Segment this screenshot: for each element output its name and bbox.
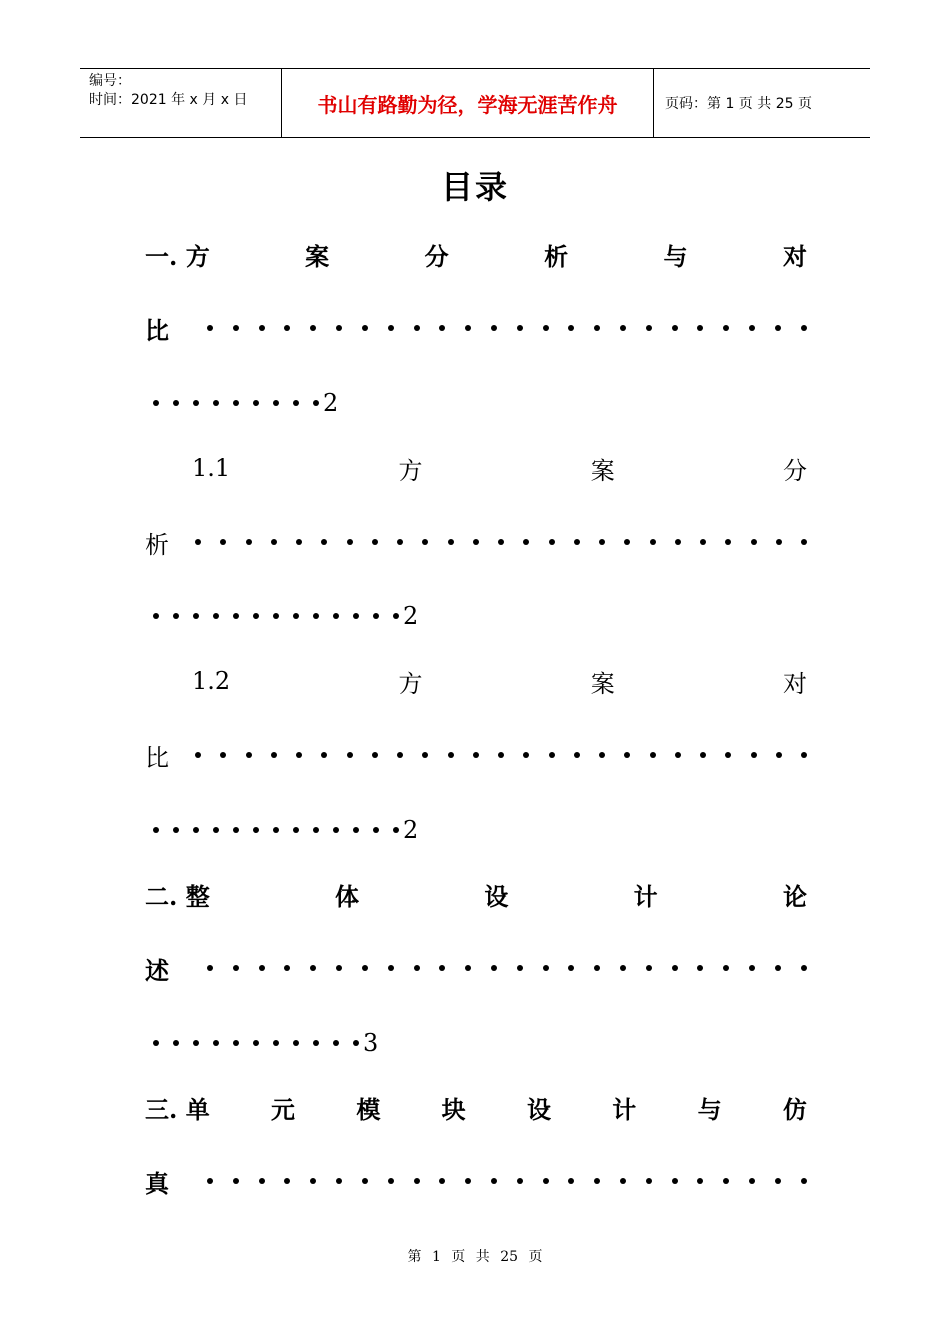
leader-dot: [362, 965, 368, 971]
leader-dot: [293, 1040, 299, 1046]
leader-dot: [373, 613, 379, 619]
leader-dot: [173, 400, 179, 406]
leader-dot: [347, 539, 353, 545]
leader-dot: [397, 752, 403, 758]
leader-dot: [296, 752, 302, 758]
leader-dot: [353, 827, 359, 833]
leader-dot: [439, 965, 445, 971]
leader-dot: [313, 1040, 319, 1046]
leader-dot: [749, 1178, 755, 1184]
leader-dot: [672, 965, 678, 971]
leader-dot: [153, 1040, 159, 1046]
leader-dot: [388, 965, 394, 971]
leader-dot: [465, 325, 471, 331]
leader-dot: [599, 752, 605, 758]
toc-page-number: 3: [363, 1029, 379, 1057]
leader-dot: [259, 1178, 265, 1184]
leader-dot: [448, 539, 454, 545]
toc-entry-3-line2[interactable]: [145, 1161, 807, 1201]
leader-dots: [195, 522, 807, 562]
leader-dot: [173, 613, 179, 619]
leader-dot: [333, 827, 339, 833]
toc-char: 分: [424, 241, 449, 271]
leader-dots: [207, 948, 807, 988]
leader-dot: [675, 539, 681, 545]
leader-dot: [801, 752, 807, 758]
leader-dot: [672, 325, 678, 331]
leader-dot: [549, 752, 555, 758]
toc-char: 设: [484, 881, 509, 911]
leader-dots: [153, 1040, 359, 1046]
leader-dot: [414, 1178, 420, 1184]
leader-dot: [213, 400, 219, 406]
leader-dot: [568, 1178, 574, 1184]
toc-char: 分: [782, 456, 807, 485]
toc-char: 析: [544, 241, 569, 271]
toc-char: 一. 方: [145, 241, 210, 271]
leader-dot: [284, 1178, 290, 1184]
leader-dot: [498, 539, 504, 545]
toc-char: 析: [145, 530, 169, 559]
leader-dot: [153, 400, 159, 406]
leader-dot: [650, 539, 656, 545]
leader-dot: [271, 539, 277, 545]
leader-dot: [259, 965, 265, 971]
leader-dot: [776, 539, 782, 545]
toc-char: 方: [398, 456, 423, 485]
leader-dot: [801, 325, 807, 331]
leader-dot: [233, 827, 239, 833]
toc-page-number: 2: [323, 389, 339, 417]
leader-dot: [353, 1040, 359, 1046]
leader-dot: [220, 539, 226, 545]
toc-char: 与: [697, 1094, 722, 1124]
toc-char: 对: [782, 669, 807, 698]
leader-dot: [388, 325, 394, 331]
leader-dot: [372, 539, 378, 545]
leader-dot: [233, 1040, 239, 1046]
leader-dot: [195, 539, 201, 545]
leader-dot: [543, 1178, 549, 1184]
toc-char: 案: [590, 669, 615, 698]
leader-dot: [594, 1178, 600, 1184]
leader-dot: [233, 400, 239, 406]
toc-entry-1-2-line3[interactable]: [145, 810, 807, 850]
leader-dots: [207, 1161, 807, 1201]
leader-dot: [373, 827, 379, 833]
leader-dot: [700, 752, 706, 758]
leader-dot: [574, 539, 580, 545]
leader-dot: [313, 613, 319, 619]
toc-char: 块: [441, 1094, 466, 1124]
leader-dot: [296, 539, 302, 545]
leader-dot: [253, 827, 259, 833]
page-footer: 第 1 页 共 25 页: [407, 1249, 543, 1265]
leader-dot: [213, 1040, 219, 1046]
leader-dot: [414, 965, 420, 971]
toc-entry-3-line1[interactable]: [145, 1087, 807, 1127]
page-title: 目录: [440, 168, 509, 206]
leader-dot: [599, 539, 605, 545]
toc-char: 1.1: [192, 454, 231, 482]
leader-dot: [271, 752, 277, 758]
leader-dot: [697, 325, 703, 331]
leader-dot: [336, 325, 342, 331]
time-label: 时间：2021 年 x 月 x 日: [89, 92, 248, 108]
toc-char: 述: [145, 955, 169, 985]
leader-dot: [543, 325, 549, 331]
leader-dot: [336, 965, 342, 971]
leader-dot: [353, 613, 359, 619]
leader-dot: [749, 965, 755, 971]
leader-dot: [321, 539, 327, 545]
leader-dot: [473, 539, 479, 545]
leader-dot: [574, 752, 580, 758]
leader-dot: [153, 613, 159, 619]
leader-dot: [233, 965, 239, 971]
leader-dot: [321, 752, 327, 758]
toc-char: 比: [145, 743, 169, 772]
toc-char: 二. 整: [145, 881, 210, 911]
leader-dot: [284, 325, 290, 331]
toc-char: 真: [145, 1168, 169, 1198]
toc-char: 方: [398, 669, 423, 698]
toc-entry-1-2-line1[interactable]: [192, 661, 807, 701]
leader-dot: [775, 965, 781, 971]
leader-dot: [388, 1178, 394, 1184]
leader-dot: [465, 1178, 471, 1184]
leader-dot: [646, 1178, 652, 1184]
leader-dot: [523, 752, 529, 758]
toc-char: 计: [612, 1094, 637, 1124]
leader-dot: [246, 539, 252, 545]
leader-dot: [801, 965, 807, 971]
toc-char: 论: [782, 881, 807, 911]
leader-dot: [195, 752, 201, 758]
leader-dot: [173, 1040, 179, 1046]
leader-dots: [153, 400, 319, 406]
leader-dot: [776, 752, 782, 758]
leader-dot: [273, 613, 279, 619]
leader-dot: [233, 613, 239, 619]
toc-entry-2-line3[interactable]: [145, 1023, 807, 1063]
leader-dot: [543, 965, 549, 971]
leader-dot: [725, 539, 731, 545]
leader-dot: [233, 325, 239, 331]
leader-dot: [207, 325, 213, 331]
leader-dot: [517, 1178, 523, 1184]
leader-dot: [801, 1178, 807, 1184]
toc-char: 计: [633, 881, 658, 911]
toc-char: 元: [271, 1094, 296, 1124]
leader-dot: [517, 325, 523, 331]
leader-dot: [253, 613, 259, 619]
leader-dot: [448, 752, 454, 758]
leader-dot: [193, 400, 199, 406]
leader-dot: [233, 1178, 239, 1184]
leader-dot: [362, 1178, 368, 1184]
leader-dot: [333, 1040, 339, 1046]
leader-dot: [672, 1178, 678, 1184]
leader-dot: [310, 325, 316, 331]
leader-dot: [393, 827, 399, 833]
leader-dot: [568, 325, 574, 331]
toc-entry-1-1-line3[interactable]: [145, 596, 807, 636]
leader-dot: [193, 1040, 199, 1046]
leader-dot: [393, 613, 399, 619]
leader-dot: [620, 325, 626, 331]
header-page-info: 页码：第 1 页 共 25 页: [665, 96, 812, 112]
leader-dot: [293, 613, 299, 619]
leader-dot: [751, 752, 757, 758]
leader-dot: [207, 1178, 213, 1184]
toc-char: 与: [663, 241, 688, 271]
leader-dot: [336, 1178, 342, 1184]
leader-dot: [723, 965, 729, 971]
leader-dot: [697, 965, 703, 971]
leader-dot: [439, 1178, 445, 1184]
leader-dot: [253, 400, 259, 406]
toc-char: 模: [356, 1094, 381, 1124]
toc-char: 案: [305, 241, 330, 271]
leader-dot: [491, 1178, 497, 1184]
toc-entry-1-2-line2[interactable]: [145, 735, 807, 775]
toc-char: 设: [526, 1094, 551, 1124]
leader-dot: [284, 965, 290, 971]
leader-dot: [491, 325, 497, 331]
leader-dot: [220, 752, 226, 758]
toc-char: 1.2: [192, 667, 231, 695]
leader-dot: [517, 965, 523, 971]
leader-dot: [414, 325, 420, 331]
toc-entry-1-1-line1[interactable]: [192, 448, 807, 488]
leader-dot: [594, 325, 600, 331]
toc-char: 三. 单: [145, 1094, 210, 1124]
toc-entry-1-line2[interactable]: [145, 308, 807, 348]
leader-dot: [491, 965, 497, 971]
leader-dot: [465, 965, 471, 971]
page-header: [80, 68, 870, 138]
leader-dot: [549, 539, 555, 545]
leader-dot: [439, 325, 445, 331]
leader-dot: [313, 400, 319, 406]
leader-dot: [293, 827, 299, 833]
leader-dots: [207, 308, 807, 348]
leader-dot: [259, 325, 265, 331]
leader-dot: [620, 1178, 626, 1184]
leader-dot: [723, 1178, 729, 1184]
leader-dot: [246, 752, 252, 758]
leader-dot: [749, 325, 755, 331]
toc-entry-1-line1[interactable]: [145, 234, 807, 274]
leader-dots: [153, 613, 399, 619]
toc-char: 比: [145, 315, 169, 345]
toc-page-number: 2: [403, 602, 419, 630]
toc-char: 仿: [782, 1094, 807, 1124]
leader-dot: [650, 752, 656, 758]
leader-dot: [397, 539, 403, 545]
leader-dot: [624, 539, 630, 545]
leader-dot: [207, 965, 213, 971]
leader-dots: [195, 735, 807, 775]
leader-dot: [310, 1178, 316, 1184]
leader-dot: [473, 752, 479, 758]
leader-dot: [498, 752, 504, 758]
leader-dot: [775, 325, 781, 331]
leader-dot: [697, 1178, 703, 1184]
leader-dot: [751, 539, 757, 545]
leader-dot: [422, 752, 428, 758]
toc-entry-2-line1[interactable]: [145, 874, 807, 914]
leader-dot: [193, 613, 199, 619]
toc-page-number: 2: [403, 816, 419, 844]
leader-dot: [273, 827, 279, 833]
leader-dot: [675, 752, 681, 758]
leader-dot: [213, 613, 219, 619]
leader-dot: [624, 752, 630, 758]
toc-char: 对: [782, 241, 807, 271]
leader-dots: [153, 827, 399, 833]
number-label: 编号：: [89, 73, 131, 89]
leader-dot: [725, 752, 731, 758]
leader-dot: [775, 1178, 781, 1184]
leader-dot: [293, 400, 299, 406]
leader-dot: [173, 827, 179, 833]
leader-dot: [422, 539, 428, 545]
leader-dot: [213, 827, 219, 833]
leader-dot: [594, 965, 600, 971]
leader-dot: [620, 965, 626, 971]
leader-dot: [723, 325, 729, 331]
leader-dot: [646, 965, 652, 971]
header-motto: 书山有路勤为径，学海无涯苦作舟: [282, 69, 654, 137]
leader-dot: [523, 539, 529, 545]
leader-dot: [347, 752, 353, 758]
leader-dot: [700, 539, 706, 545]
toc-char: 案: [590, 456, 615, 485]
leader-dot: [273, 1040, 279, 1046]
leader-dot: [273, 400, 279, 406]
leader-dot: [310, 965, 316, 971]
leader-dot: [801, 539, 807, 545]
header-meta: [80, 69, 282, 137]
leader-dot: [362, 325, 368, 331]
leader-dot: [313, 827, 319, 833]
leader-dot: [372, 752, 378, 758]
leader-dot: [568, 965, 574, 971]
toc-char: 体: [335, 881, 360, 911]
leader-dot: [646, 325, 652, 331]
toc-entry-1-line3[interactable]: [145, 383, 807, 423]
leader-dot: [253, 1040, 259, 1046]
leader-dot: [153, 827, 159, 833]
toc-entry-1-1-line2[interactable]: [145, 522, 807, 562]
leader-dot: [193, 827, 199, 833]
leader-dot: [333, 613, 339, 619]
toc-entry-2-line2[interactable]: [145, 948, 807, 988]
